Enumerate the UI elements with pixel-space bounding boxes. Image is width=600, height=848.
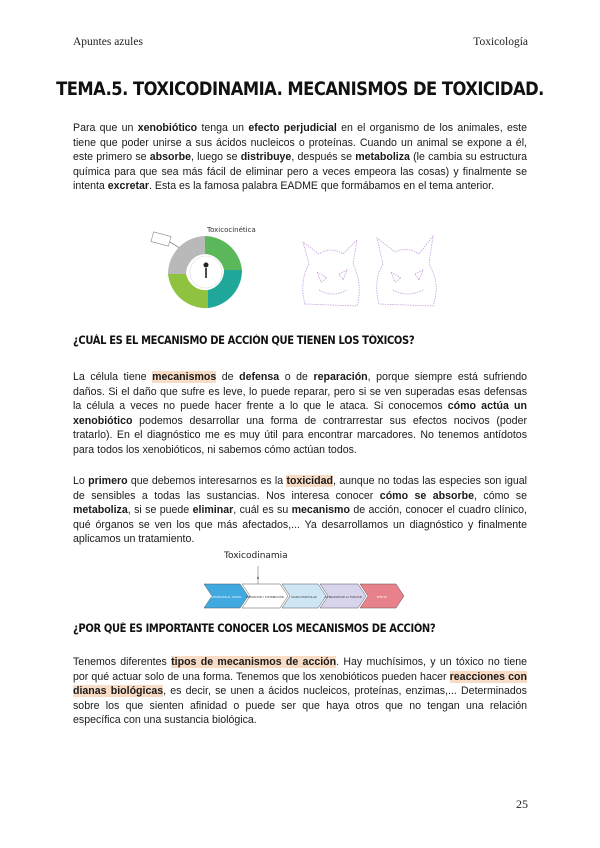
toxicodinamia-diagram [200,548,410,626]
section1-paragraph-1: La célula tiene mecanismos de defensa o de reparación, porque siempre está sufriendo daños. Si el daño que sufre es leve, lo puede reparar, pero si se ven superadas esas defensas la célula a veces no puede hacer frente a lo que le ataca. Si conocemos cómo actúa un xenobiótico podemos desarrollar una forma de contrarrestar sus efectos nocivos (poder tratarlo). En el diagnóstico me es muy útil para encontrar marcadores. No tenemos antídotos para todos los xenobióticos, ni sabemos cómo actúan todos. [73,371,528,456]
page-title: TEMA.5. TOXICODINAMIA. MECANISMOS DE TOXICIDAD. [56,78,544,100]
ghost-right-outline [377,236,436,306]
header-right: Toxicología [473,36,528,48]
step-2-label: ABSORCIÓN Y DISTRIBUCIÓN [246,596,284,599]
ghost-right-eyes [391,270,423,282]
section1-heading: ¿CUÁL ES EL MECANISMO DE ACCIÓN QUE TIENEN LOS TÓXICOS? [73,334,415,347]
ghost-left-eyes [317,270,347,282]
toxicodinamia-title: Toxicodinamia [224,551,288,561]
header-left: Apuntes azules [73,36,143,48]
ghost-left-mouth [319,290,347,294]
toxicocinetica-diagram [150,222,270,314]
ghost-right-mouth [393,290,423,294]
toxicodinamia-dot [257,577,259,579]
section1-paragraph-2: Lo primero que debemos interesarnos es la toxicidad, aunque no todas las especies son igual de sensibles a todas las sustancias. Nos interesa conocer cómo se absorbe, cómo se metaboliza, si se puede eliminar, cuál es su mecanismo de acción, conocer el cuadro clínico, qué órganos se ven los que más afectados,... Ya desarrollamos un diagnóstico y finalmente aplicamos un tratamiento. [73,475,527,546]
person-icon [204,263,209,268]
step-1-label: EXPOSICIÓN AL TÓXICO [210,596,242,599]
ghost-drawing [295,224,445,314]
ghost-left-outline [303,240,360,306]
section2-heading: ¿POR QUÉ ES IMPORTANTE CONOCER LOS MECANISMOS DE ACCIÓN? [73,622,436,635]
exposure-card [151,232,171,246]
page-number: 25 [516,797,528,811]
step-4-label: ALTERACIÓN DE LA FUNCIÓN [324,596,362,599]
section2-paragraph-1: Tenemos diferentes tipos de mecanismos de acción. Hay muchísimos, y un tóxico no tiene por qué actuar solo de una forma. Tenemos que los xenobióticos pueden hacer reacciones con dianas biológicas, es decir, se unen a ácidos nucleicos, proteínas, enzimas,... Determinados sobre los que sienten afinidad o puede ser que haya otros que no tengan una relación específica con una sustancia biológica. [73,656,527,727]
toxicocinetica-label: Toxicocinética [207,226,256,234]
step-5-label: EFECTO [376,596,388,599]
step-3-label: DIANA MOLECULAR [291,596,317,599]
intro-paragraph: Para que un xenobiótico tenga un efecto perjudicial en el organismo de los animales, este tiene que poder unirse a sus ácidos nucleicos o proteínas. Cuando un animal se expone a él, este primero se absorbe, luego se distribuye, después se metaboliza (le cambia su estructura química para que sea más fácil de eliminar pero a veces empeora las cosas) y finalmente se intenta excretar. Esta es la famosa palabra EADME que formábamos en el tema anterior. [73,122,528,193]
